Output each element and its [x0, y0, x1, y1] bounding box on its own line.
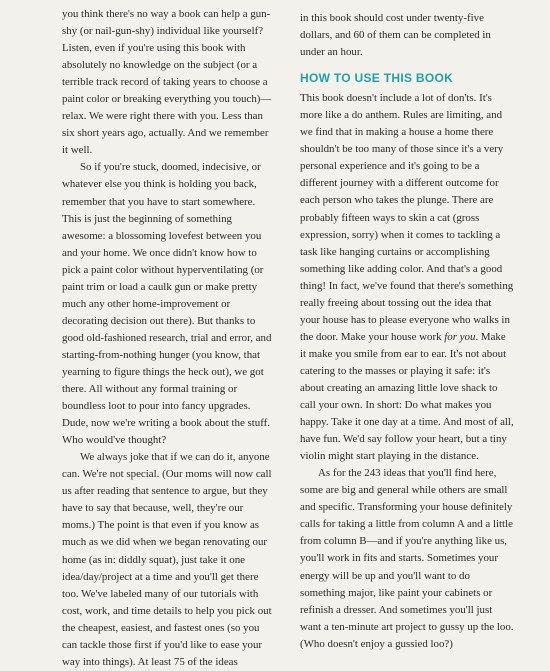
paragraph-anyone-can: We always joke that if we can do it, anyone can. We're not special. (Our moms will now call us after reading that sentence to argue, but they have to say that because, well, they're our moms.) The point is that even if you know as much as we did when we began renovating our home (as in: diddly squat), just take it one idea/day/project at a time and you'll get there too. We've labeled many of our tutorials with cost, work, and time details to help you pick out the cheapest, easiest, and fastest ones (so you can tackle those first if you'd like to ease your way into things). At least 75 of the ideas — [62, 451, 272, 668]
left-column — [62, 6, 276, 668]
paragraph-how-to-use-part1: This book doesn't include a lot of don'ts. It's more like a do anthem. Rules are limiting, and we find that in making a house a home there shouldn't be too many of those since it's a very personal experience and it's going to be a different journey with a different outcome for each person who takes the plunge. There are probably fifteen ways to skin a cat (gross expression, sorry) when it comes to tackling a task like hanging curtains or accomplishing something like adding color. And that's a good thing! In fact, we've found that there's something really freeing about tossing out the idea that your house has to please everyone who walks in the door. Make your house work — [300, 92, 514, 343]
paragraph-243-ideas: As for the 243 ideas that you'll find here, some are big and general while others are small and specific. Transforming your house definitely calls for taking a little from column A and a little from column B—and if you're anything like us, you'll work in fits and starts. Sometimes your energy will be up and you'll want to do something major, like paint your cabinets or refinish a dresser. And sometimes you'll just want a ten-minute art project to gussy up the loo. (Who doesn't enjoy a gussied loo?) — [300, 467, 514, 650]
section-heading: HOW TO USE THIS BOOK — [300, 71, 454, 86]
paragraph-how-to-use-part2: . Make it make you smile from ear to ear. It's not about catering to the masses or playing it safe: it's about creating an amazing little love shack to call your own. In short: Do what makes you happy. Take it one day at a time. And most of all, have fun. We'd say follow your heart, but a tiny violin might start playing in the distance. — [300, 330, 514, 463]
emphasis-for-you: for you — [444, 330, 476, 343]
paragraph-cost-continued: in this book should cost under twenty-five dollars, and 60 of them can be completed in under an hour. — [300, 12, 491, 59]
paragraph-start-somewhere: So if you're stuck, doomed, indecisive, or whatever else you think is holding you back, remember that you have to start somewhere. This is just the beginning of something awesome: a blossoming lovefest between you and your home. We once didn't know how to pick a paint color without hyperventilating (or paint trim or load a caulk gun or make pretty much any other home-improvement or decorating decision out there). But thanks to good old-fashioned research, trial and error, and starting-from-nothing hunger (you know, that yearning to figure things the heck out), we got there. All without any formal training or boundless loot to pour into fancy upgrades. Dude, now we're writing a book about the stuff. Who would've thought? — [62, 161, 272, 447]
right-column — [300, 6, 514, 650]
paragraph-how-to-use — [300, 90, 514, 465]
paragraph-intro-continued: you think there's no way a book can help a gun-shy (or nail-gun-shy) individual like yourself? Listen, even if you're using this book with absolutely no knowledge on the subject (or a terrible track record of taking years to choose a paint color or breaking everything you touch)—relax. We were right there with you. Less than six short years ago, actually. And we remember it well. — [62, 8, 272, 157]
